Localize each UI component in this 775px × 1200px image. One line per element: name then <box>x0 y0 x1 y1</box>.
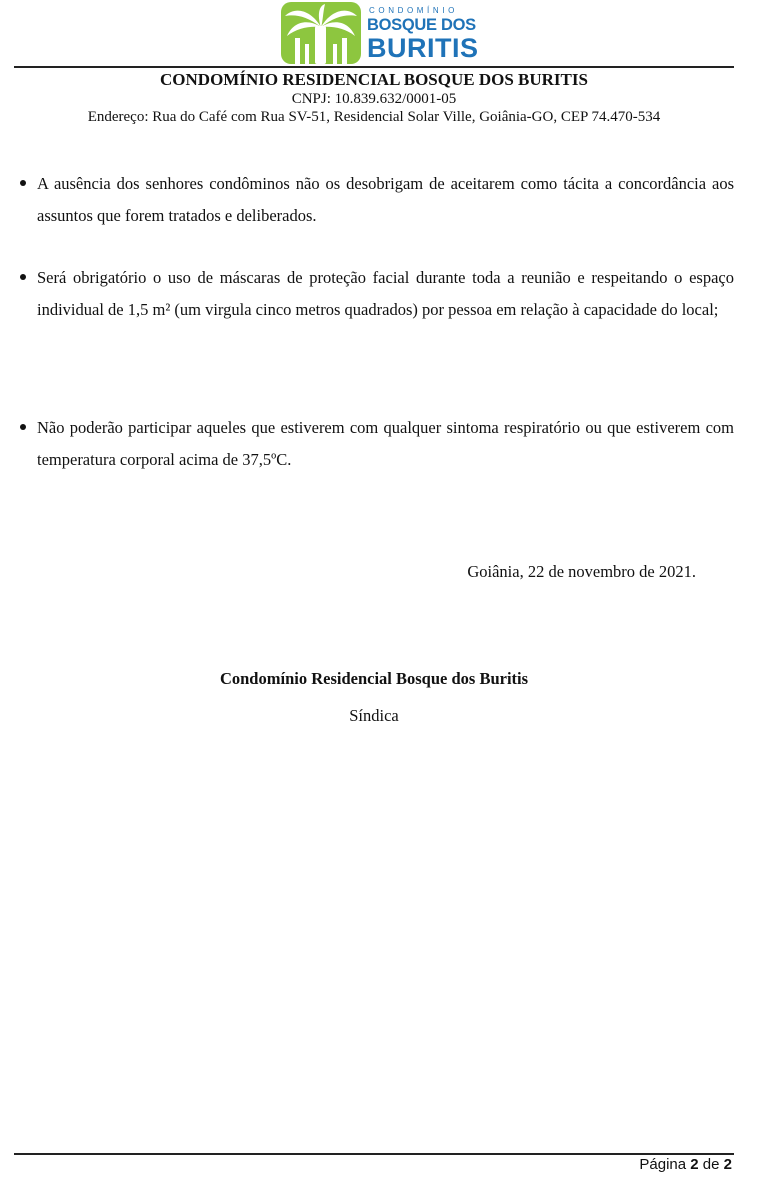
letterhead-cnpj: CNPJ: 10.839.632/0001-05 <box>291 91 457 107</box>
letterhead-title: CONDOMÍNIO RESIDENCIAL BOSQUE DOS BURITIS <box>160 70 588 89</box>
page-number <box>639 1156 732 1173</box>
of-word: de <box>702 1156 720 1173</box>
bullet-text: A ausência dos senhores condôminos não os desobrigam de aceitarem como tácita a concordância aos assuntos que forem tratados e deliberados. <box>37 174 734 225</box>
logo-wordmark <box>367 6 479 62</box>
logo-text-small: CONDOMÍNIO <box>369 6 458 15</box>
current-page: 2 <box>690 1156 699 1173</box>
condominium-logo <box>281 2 479 64</box>
palm-tree-logo-icon <box>281 2 361 64</box>
logo-text-mid: BOSQUE DOS <box>367 16 476 34</box>
date-line: Goiânia, 22 de novembro de 2021. <box>467 562 696 581</box>
bullet-item <box>20 412 734 475</box>
bullet-text: Não poderão participar aqueles que estiverem com qualquer sintoma respiratório ou que estiverem com temperatura corporal acima de 37,5ºC. <box>37 418 734 469</box>
logo-text-big: BURITIS <box>367 33 479 63</box>
page-word: Página <box>639 1156 687 1173</box>
bullet-item <box>20 168 734 231</box>
signature-role: Síndica <box>349 706 399 725</box>
bullet-item <box>20 262 734 325</box>
bullet-text: Será obrigatório o uso de máscaras de proteção facial durante toda a reunião e respeitando o espaço individual de 1,5 m² (um virgula cinco metros quadrados) por pessoa em relação à capacidade do local; <box>37 268 734 319</box>
letterhead-address: Endereço: Rua do Café com Rua SV-51, Residencial Solar Ville, Goiânia-GO, CEP 74.470-534 <box>87 109 661 125</box>
footer-divider <box>14 1153 734 1155</box>
bullet-dot-icon <box>20 274 26 280</box>
signature-name: Condomínio Residencial Bosque dos Buritis <box>219 669 529 688</box>
header-divider <box>14 66 734 68</box>
bullet-dot-icon <box>20 424 26 430</box>
total-pages: 2 <box>723 1156 732 1173</box>
bullet-dot-icon <box>20 180 26 186</box>
